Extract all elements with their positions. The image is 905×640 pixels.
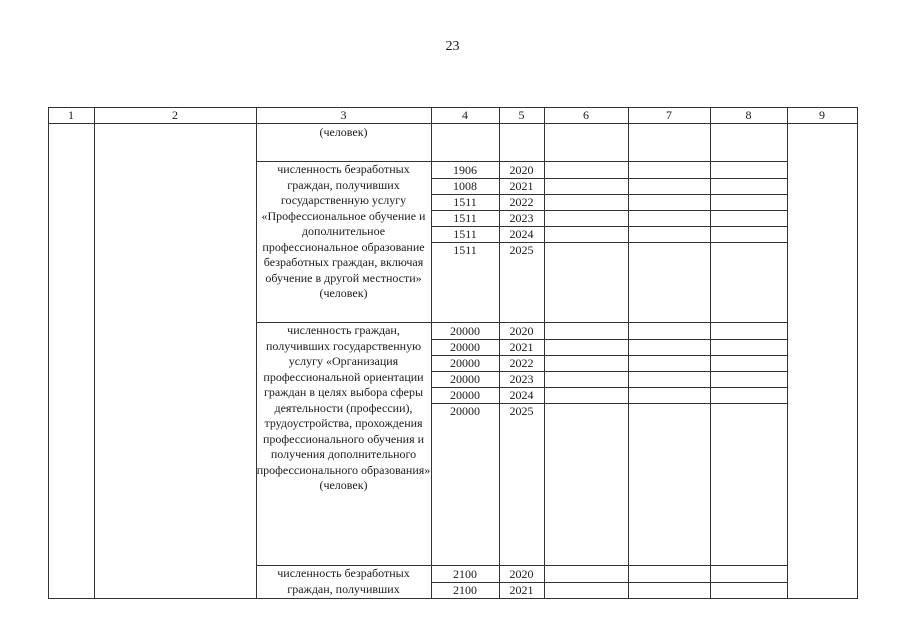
value-cell: 1511	[453, 211, 477, 225]
value-cell: 1511	[453, 227, 477, 241]
year-cell: 2023	[509, 372, 534, 386]
column-header-8: 8	[745, 108, 752, 122]
col-line	[544, 107, 545, 599]
year-cell: 2022	[509, 195, 534, 209]
year-cell: 2025	[509, 243, 534, 257]
year-cell: 2020	[509, 567, 534, 581]
value-cell: 1511	[453, 243, 477, 257]
column-header-4: 4	[462, 108, 468, 122]
column-header-7: 7	[666, 108, 672, 122]
year-cell: 2021	[509, 179, 534, 193]
year-cell: 2022	[509, 356, 534, 370]
value-cell: 1511	[453, 195, 477, 209]
value-cell: 2100	[453, 567, 477, 581]
year-cell: 2025	[509, 404, 534, 418]
column-header-6: 6	[583, 108, 589, 122]
value-cell: 1906	[453, 163, 477, 177]
table-bottom-border	[48, 598, 858, 599]
header-bottom-border	[48, 123, 858, 124]
value-cell: 20000	[450, 324, 480, 338]
indicator-text: (человек)	[319, 125, 368, 139]
column-header-2: 2	[172, 108, 178, 122]
column-header-5: 5	[518, 108, 525, 122]
value-cell: 1008	[453, 179, 477, 193]
year-cell: 2021	[509, 340, 534, 354]
column-header-1: 1	[68, 108, 74, 122]
year-cell: 2023	[509, 211, 534, 225]
col-line	[857, 107, 858, 599]
indicator-text: численность граждан, получивших государственную услугу «Организация профессиональной ориентации граждан в целях выбора сферы деятельности (профессии), трудоустройства, прохождения профессионального обучения и получения дополнительного профессионального образования» (человек)	[256, 323, 431, 492]
value-cell: 20000	[450, 340, 480, 354]
column-header-3: 3	[340, 108, 347, 122]
value-cell: 2100	[453, 583, 477, 597]
column-header-9: 9	[819, 108, 825, 122]
year-cell: 2024	[509, 227, 534, 241]
value-cell: 20000	[450, 388, 480, 402]
col-line	[628, 107, 629, 599]
value-cell: 20000	[450, 356, 480, 370]
year-cell: 2024	[509, 388, 534, 402]
year-cell: 2020	[509, 324, 534, 338]
value-cell: 20000	[450, 372, 480, 386]
year-cell: 2021	[509, 583, 534, 597]
indicator-text: численность безработных граждан, получивших государственную услугу «Профессиональное обучение и дополнительное профессиональное образование безработных граждан, включая обучение в другой местности» (человек)	[261, 162, 426, 300]
indicator-text: численность безработных граждан, получивших	[277, 566, 410, 596]
year-cell: 2020	[509, 163, 534, 177]
col-line	[48, 107, 49, 599]
col-line	[710, 107, 711, 599]
value-cell: 20000	[450, 404, 480, 418]
col-line	[787, 107, 788, 599]
col-line	[94, 107, 95, 599]
page-number: 23	[445, 39, 460, 54]
